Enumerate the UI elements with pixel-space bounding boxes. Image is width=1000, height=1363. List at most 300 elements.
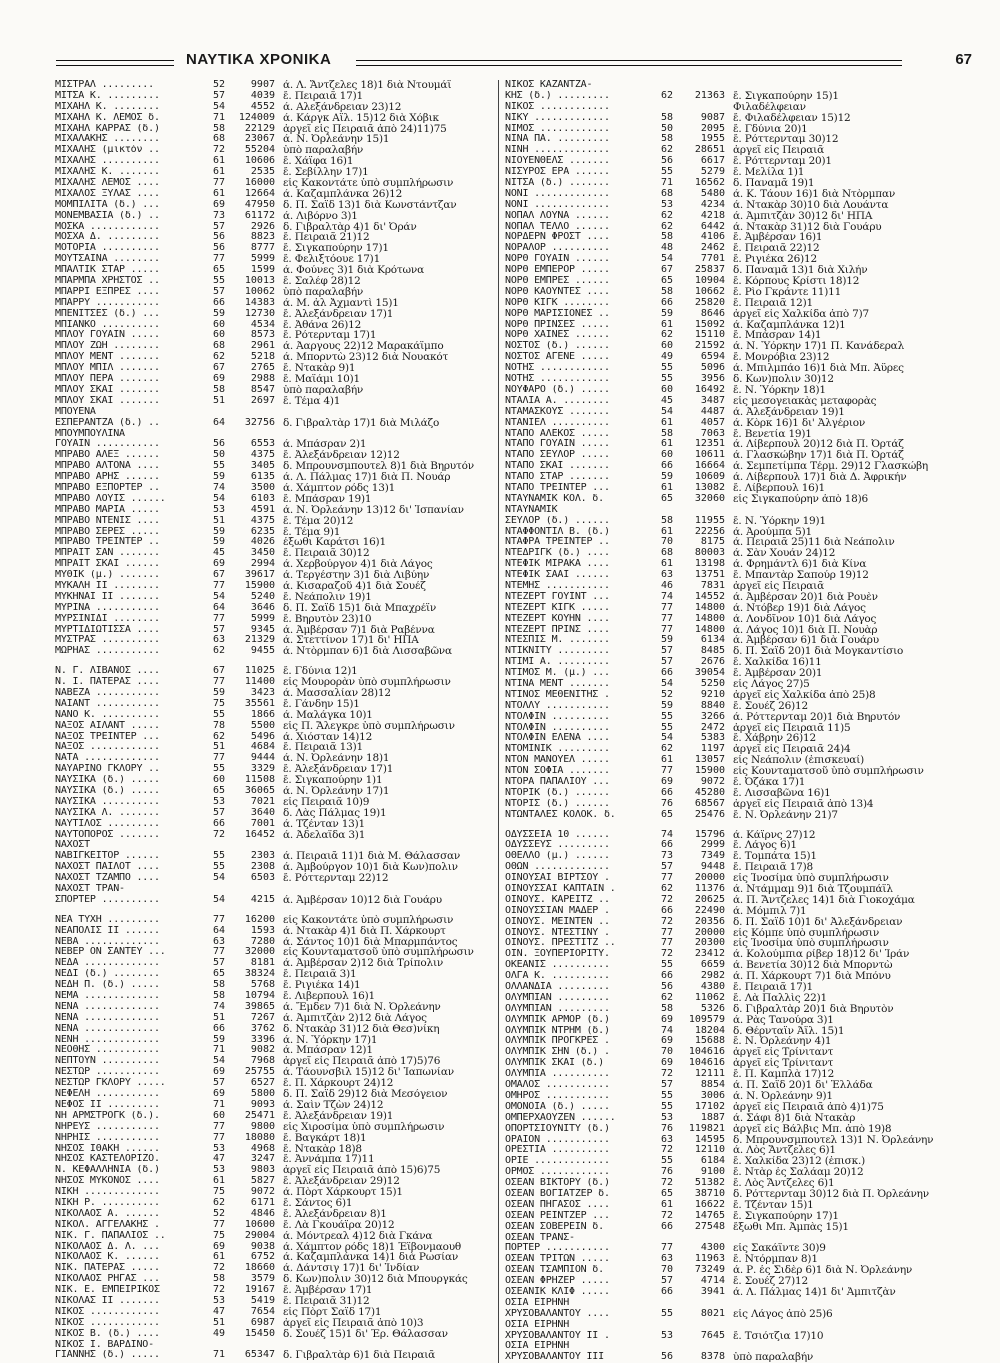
built-year: 65: [660, 276, 673, 287]
built-year: 69: [212, 1067, 225, 1078]
built-year: 64: [212, 417, 225, 428]
position-status: ά. Χιόσταν 14)12: [283, 731, 373, 743]
tonnage: 9444: [250, 753, 275, 764]
built-year: 77: [660, 766, 673, 777]
built-year: 72: [660, 1069, 673, 1080]
built-year: 61: [212, 188, 225, 199]
ship-entry: [55, 232, 487, 243]
position-status: ἔ. Ἀμβέρσαν 20)1: [733, 668, 823, 679]
ship-name: ΜΠΑΡΜΠΑ ΧΡΗΣΤΟΣ ..: [55, 276, 160, 287]
ship-entry: [55, 80, 487, 91]
position-status: ά. Πὸρτ Χάρκουρτ 15)1: [283, 1187, 403, 1198]
position-status: ἔ. Μαϊάμι 10)1: [283, 374, 360, 385]
ship-entry: [505, 450, 965, 461]
ship-entry: [505, 439, 965, 450]
ship-entry: [505, 862, 965, 873]
ship-entry: [505, 330, 965, 341]
position-status: ἔ. Λιβερπουλ 16)1: [283, 991, 376, 1002]
built-year: 73: [212, 210, 225, 221]
ship-name: ΝΑΤΑ .............: [55, 753, 160, 764]
tonnage: 10794: [244, 991, 275, 1002]
position-status: ἔ. Πειραιᾶ 17)1: [283, 90, 363, 102]
position-status: ἀργεῖ εἰς Πειραιᾶ 24)4: [733, 744, 851, 756]
ship-entry: [505, 712, 965, 723]
ship-entry: [55, 1252, 487, 1263]
ship-entry: [505, 548, 965, 559]
tonnage: 16664: [694, 461, 725, 472]
built-year: 66: [660, 787, 673, 798]
ship-name: ΜΙΧΑΗΛ Κ. ΛΕΜΟΣ δ.: [55, 112, 160, 123]
position-status: δ. Π. Σαΐδ 29)12 διὰ Μεσόγειον: [283, 1089, 448, 1100]
tonnage: 7001: [250, 818, 275, 829]
position-status: ά. Π. Ἄντζελες 14)1 διὰ Γιοκοχάμα: [733, 894, 915, 906]
ship-entry: [55, 450, 487, 461]
ship-name: ΜΠΡΑΪΤ ΣΚΑΪ ......: [55, 559, 160, 570]
ship-entry: [505, 527, 965, 538]
ship-entry: [55, 1307, 487, 1318]
tonnage: 7701: [700, 254, 725, 265]
ship-name: ΝΑΒΕΖΑ ...........: [55, 687, 160, 698]
built-year: 57: [660, 1276, 673, 1287]
tonnage: 7349: [700, 851, 725, 862]
ship-entry: [55, 677, 487, 688]
position-status: ά. Ἀαργους 22)12 Μαρακάϊμπο: [283, 341, 444, 353]
position-status: ἔ. Σιγκαπούρην 17)1: [283, 243, 389, 255]
built-year: 62: [660, 330, 673, 341]
ship-name: ΝΤΟΛΦΙΝ ..........: [505, 722, 610, 733]
position-status: ἔ. Φελιξτόουε 17)1: [283, 254, 381, 266]
built-year: 76: [660, 798, 673, 809]
built-year: 60: [212, 330, 225, 341]
ship-name: ΝΕΦΕΛΗ ...........: [55, 1089, 160, 1100]
position-status: δ. Π. Σαΐδ 20)1 διὰ Μογκαντίσιο: [733, 646, 904, 658]
ship-entry: [55, 764, 487, 775]
built-year: 61: [660, 755, 673, 766]
ship-name: ΝΑΧΟΣΤ ΤΖΑΜΠΟ ....: [55, 873, 160, 884]
tonnage: 9072: [250, 1187, 275, 1198]
position-status: ἀργεῖ εἰς Πειραιᾶ: [733, 145, 824, 157]
built-year: 53: [212, 1165, 225, 1176]
tonnage: 5250: [700, 678, 725, 689]
built-year: 61: [212, 1176, 225, 1187]
tonnage: 10611: [694, 450, 725, 461]
built-year: 72: [660, 1210, 673, 1221]
tonnage: 61172: [244, 210, 275, 221]
built-year: 77: [212, 1121, 225, 1132]
built-year: 51: [212, 742, 225, 753]
position-status: ἔ. Σαλέφ 28)12: [283, 276, 361, 287]
position-status: ά. Μπιλμπάο 16)1 διὰ Μπ. Ἀϋρες: [733, 363, 904, 375]
position-status: ά. Λίβερπουλ 20)12 διὰ Π. Ὀρτάζ: [733, 439, 904, 451]
position-status: ά. Χάμπτον ρόδς 13)1: [283, 482, 396, 494]
position-status: ἀργεῖ εἰς Βάλβις Μπ. ἀπὸ 19)8: [733, 1123, 892, 1135]
position-status: δ. Γιβραλτὰρ 6)1 διὰ Πειραιᾶ: [283, 1350, 436, 1362]
built-year: 71: [212, 1045, 225, 1056]
position-status: ἔ. Π. Καμπλὰ 17)12: [733, 1069, 835, 1081]
position-status: ἔ. Ν. Ὑόρκην 19)1: [733, 515, 826, 527]
ship-name: ΝΤΟΜΙΝΙΚ .........: [505, 744, 610, 755]
tonnage: 6135: [250, 472, 275, 483]
tonnage: 6527: [250, 1078, 275, 1089]
built-year: 63: [212, 936, 225, 947]
ship-name: ΠΟΡΤΕΡ ...........: [505, 1243, 610, 1254]
ship-entry: [55, 1296, 487, 1307]
ship-name: ΟΛΥΜΠΙΚ ΣΚΑΪ (δ.): [505, 1058, 604, 1069]
ship-entry: [505, 222, 965, 233]
ship-name: ΟΛΛΑΝΔΙΑ .........: [505, 982, 610, 993]
ship-entry: [55, 991, 487, 1002]
built-year: 69: [212, 374, 225, 385]
position-status: ά. Λονδῖνον 10)1 διὰ Λάγος: [733, 613, 877, 625]
position-status: ἔ. Φιλαδέλφειαν 15)12: [733, 112, 851, 124]
ship-entry: [55, 102, 487, 113]
ship-entry: [505, 472, 965, 483]
page-header: [56, 51, 972, 76]
ship-name: ΝΤΕΦΙΚ ΣΑΑΪ ......: [505, 570, 610, 581]
built-year: 55: [212, 276, 225, 287]
ship-entry: [55, 385, 487, 396]
built-year: 62: [660, 210, 673, 221]
tonnage: 18204: [694, 1025, 725, 1036]
ship-entry: [505, 840, 965, 851]
position-status: ἔ. Κόρπους Κρίστι 18)12: [733, 276, 860, 287]
ship-name: ΜΠΛΟΥ ΣΚΑΪ .......: [55, 384, 160, 395]
ship-name: ΝΤΑΦΦΟΝΤΙΛ Β. (δ.): [505, 526, 610, 537]
ship-entry: [55, 742, 487, 753]
built-year: 60: [212, 319, 225, 330]
tonnage: 8175: [700, 537, 725, 548]
tonnage: 8573: [250, 330, 275, 341]
ship-name: ΝΙΚΥ .............: [505, 112, 610, 123]
position-status: ά. Λιβόρνο 3)1: [283, 210, 358, 222]
ship-name: ΝΟΡΘ ΜΑΡΙΣΙΟΝΕΣ ..: [505, 308, 610, 319]
built-year: 74: [212, 482, 225, 493]
tonnage: 6442: [700, 221, 725, 232]
built-year: 75: [212, 1230, 225, 1241]
ship-name: ΝΙΚΟΛΑΟΣ ΡΗΓΑΣ ...: [55, 1274, 160, 1285]
tonnage: 3266: [700, 711, 725, 722]
ship-entry: [55, 352, 487, 363]
built-year: 58: [660, 134, 673, 145]
ship-name: Ν. Ι. ΠΑΤΕΡΑΣ ....: [55, 677, 160, 688]
tonnage: 22490: [694, 905, 725, 916]
ship-name: ΝΑΞΟΣ ΤΡΕΪΝΤΕΡ ...: [55, 731, 160, 742]
ship-entry: [55, 200, 487, 211]
position-status: ἔ. Γδύνια 12)1: [283, 666, 358, 678]
ship-name: ΟΘΩΝ .............: [505, 862, 610, 873]
ship-name: ΝΙΚΟΣ ............: [55, 1306, 160, 1317]
built-year: 72: [212, 145, 225, 156]
tonnage: 8646: [700, 308, 725, 319]
ship-entry: [505, 167, 965, 178]
position-status: ἔ. Ἀμβέρσαν 17)1: [283, 1285, 373, 1296]
tonnage: 1955: [700, 134, 725, 145]
ship-entry: [505, 788, 965, 799]
tonnage: 3423: [250, 687, 275, 698]
tonnage: 10609: [694, 472, 725, 483]
tonnage: 104616: [688, 1058, 725, 1069]
built-year: 53: [212, 1295, 225, 1306]
position-status: ά. Ρ. ἐς Σιδὲρ 6)1 διὰ Ν. Ὀρλεάνην: [733, 1265, 913, 1277]
built-year: 55: [660, 711, 673, 722]
ship-entry: [505, 733, 965, 744]
ship-entry: [505, 113, 965, 124]
ship-entry: [55, 614, 487, 625]
tonnage: 9082: [250, 1045, 275, 1056]
built-year: 72: [660, 894, 673, 905]
built-year: 55: [212, 709, 225, 720]
built-year: 77: [212, 1219, 225, 1230]
built-year: 66: [660, 971, 673, 982]
tonnage: 1593: [250, 925, 275, 936]
position-status: ά. Ἀμβέρσαν 7)1 διὰ Ραβέννα: [283, 624, 435, 636]
built-year: 77: [212, 677, 225, 688]
built-year: 62: [660, 221, 673, 232]
position-status: ά. Ν. Ὑόρκην 17)1 Π. Κανάδεραλ: [733, 341, 905, 353]
tonnage: 1887: [700, 1112, 725, 1123]
ship-name: ΜΟΤΟΡΙΑ ..........: [55, 243, 160, 254]
ship-name: ΜΠΡΑΒΟ ΣΕΡΕΣ .....: [55, 526, 160, 537]
ship-name: ΝΑΧΟΣΤ: [55, 840, 90, 851]
position-status: ἔ. Πειραιᾶ 17)1: [733, 982, 813, 993]
ship-entry: [505, 810, 965, 821]
position-status: ά. Βενετία 30)12 διὰ Μπορντὼ: [733, 960, 893, 972]
ship-entry: [505, 1015, 965, 1026]
ship-name: ΟΛΥΜΠΙΚ ΝΤΡΗΜ (δ.): [505, 1025, 610, 1036]
tonnage: 10904: [694, 276, 725, 287]
ship-name: ΜΠΛΟΥ ΜΠΙΛ .......: [55, 363, 160, 374]
ship-entry: [55, 1122, 487, 1133]
ship-name: ΜΙΤΣΑ Κ. .........: [55, 90, 160, 101]
ship-entry: [505, 1102, 965, 1113]
position-status: εἰς Κακοντάτε ὑπὸ συμπλήρωσιν: [283, 178, 454, 189]
ship-name: ΟΛΥΜΠΙΚ ΣΗΝ (δ.) .: [505, 1047, 610, 1058]
built-year: 76: [660, 1123, 673, 1134]
ship-name: ΝΑΒΙΓΚΕΪΤΟΡ ......: [55, 851, 160, 862]
ship-name: ΝΟΣΤΟΣ ΑΓΕΝΕ .....: [505, 352, 610, 363]
ship-entry: [505, 581, 965, 592]
ship-name: ΜΠΕΝΙΤΣΕΣ (δ.) ...: [55, 308, 160, 319]
built-year: 63: [660, 570, 673, 581]
tonnage: 3329: [250, 764, 275, 775]
ship-entry: [505, 884, 965, 895]
ship-entry: [55, 699, 487, 710]
built-year: 53: [212, 1143, 225, 1154]
built-year: 59: [660, 472, 673, 483]
tonnage: 32000: [244, 947, 275, 958]
ship-name: ΜΠΟΥΜΠΟΥΛΙΝΑ: [55, 428, 125, 439]
ship-entry: [505, 625, 965, 636]
built-year: 57: [660, 657, 673, 668]
ship-name: ΜΠΛΟΥ ΣΚΑΪ .......: [55, 395, 160, 406]
built-year: 58: [660, 515, 673, 526]
built-year: 47: [212, 1154, 225, 1165]
ship-entry: [505, 385, 965, 396]
ship-entry: [505, 614, 965, 625]
position-status: ά. Μπάσραν 2)1: [283, 439, 367, 451]
ship-name: ΟΣΕΑΝ ΤΡΙΤΩΝ .....: [505, 1254, 610, 1265]
ship-name: ΜΙΣΤΡΑΛ .........: [55, 80, 154, 90]
position-status: Φιλαδέλφειαν: [733, 101, 806, 113]
built-year: 77: [660, 927, 673, 938]
ship-name: ΝΙΚΟΣ Β. (δ.) ....: [55, 1328, 160, 1339]
ship-name: ΝΤΟΛΦΙΝ ..........: [505, 711, 610, 722]
tonnage: 15900: [244, 580, 275, 591]
tonnage: 18660: [244, 1263, 275, 1274]
ship-name: ΜΙΧΑΗΛ ΚΑΡΡΑΣ (δ.): [55, 123, 160, 134]
built-year: 66: [660, 840, 673, 851]
ship-name: ΜΠΛΟΥ ΖΩΗ ........: [55, 341, 160, 352]
tonnage: 9210: [700, 689, 725, 700]
built-year: 68: [212, 134, 225, 145]
ship-name: ΝΕΝΗ .............: [55, 1034, 160, 1045]
ship-name: ΝΤΟΡΑ ΠΑΠΑΛΙΟΥ ...: [505, 777, 610, 787]
tonnage: 8854: [700, 1080, 725, 1091]
position-status: ά. Κάϊρνς 27)12: [733, 829, 816, 841]
tonnage: 2994: [250, 559, 275, 570]
ship-entry: [55, 1024, 487, 1035]
built-year: 65: [660, 809, 673, 820]
tonnage: 6594: [700, 352, 725, 363]
ship-name: ΓΟΥΑΪΝ ...........: [55, 439, 160, 450]
ship-name: ΝΙΚΟΣ ΚΑΖΑΝΤΖΑ-: [505, 80, 593, 90]
ship-name: ΜΙΧΑΗΛ Κ. ........: [55, 101, 160, 112]
ship-name: ΝΙΚΟΛ. ΑΓΓΕΛΑΚΗΣ .: [55, 1219, 160, 1230]
ship-entry: [505, 949, 965, 960]
ship-entry: [505, 1036, 965, 1047]
built-year: 77: [212, 613, 225, 624]
ship-entry: [505, 1091, 965, 1102]
ship-name: ΝΤΑΦΡΑ ΤΡΕΪΝΤΕΡ ..: [505, 537, 610, 548]
built-year: 61: [660, 482, 673, 493]
position-status: ἔ. Πειραιᾶ 13)1: [283, 742, 363, 754]
ship-name: ΝΟΠΑΛ ΤΕΛΛΟ ......: [505, 221, 610, 232]
ship-name: ΝΙΝΗ .............: [505, 145, 610, 156]
ship-name: ΜΥΡΣΙΝΙΔΙ ........: [55, 613, 160, 624]
position-status: ἔ. Ντακὰρ 18)8: [283, 1143, 362, 1155]
built-year: 66: [212, 1023, 225, 1034]
ship-name: ΝΤΕΦΙΚ ΜΙΡΑΚΑ ....: [505, 559, 610, 570]
ship-name: ΟΣΕΑΝ ΡΕΪΝΤΖΕΡ ...: [505, 1210, 610, 1221]
built-year: 67: [212, 666, 225, 677]
position-status: δ. Γιβραλτὰρ 20)1 διὰ Βηρυτὸν: [733, 1003, 894, 1015]
ship-entry: [55, 1067, 487, 1078]
position-status: ά. Ν. Ὀρλεάνην 9)1: [733, 1090, 833, 1102]
ship-entry: [55, 786, 487, 797]
ship-entry: [505, 429, 965, 440]
ship-name: ΝΟΡΘ ΓΟΥΑΪΝ ......: [505, 254, 610, 265]
built-year: 56: [212, 439, 225, 450]
ship-entry: [505, 755, 965, 766]
tonnage: 2535: [250, 167, 275, 178]
position-status: ἔ. Σάντος 6)1: [283, 1197, 353, 1209]
built-year: 73: [660, 851, 673, 862]
ship-entry: [505, 1298, 965, 1309]
ship-name: ΜΠΡΑΒΟ ΤΡΕΪΝΤΕΡ ..: [55, 537, 160, 548]
ship-entry: [505, 982, 965, 993]
tonnage: 2926: [250, 221, 275, 232]
ship-name: ΜΠΑΛΤΙΚ ΣΤΑΡ .....: [55, 265, 160, 276]
built-year: 57: [660, 1080, 673, 1091]
built-year: 62: [212, 1197, 225, 1208]
position-status: ἔ. Χαλκίδα 16)11: [733, 657, 822, 669]
position-status: ά. Μπορντὼ 23)12 διὰ Νουακότ: [283, 352, 449, 364]
ship-name: ΝΑΥΣΙΚΑ ..........: [55, 796, 160, 807]
ship-name: ΟΜΠΕΡΧΑΟΥΖΕΝ ......: [505, 1112, 616, 1123]
tonnage: 3579: [250, 1274, 275, 1285]
ship-entry: [505, 265, 965, 276]
ship-entry: [55, 516, 487, 527]
ship-name: ΝΟΝΙ .............: [505, 188, 610, 199]
ship-entry: [505, 243, 965, 254]
ship-name: ΝΕΔΗ Π. (δ.) .....: [55, 980, 160, 991]
tonnage: 4968: [250, 1143, 275, 1154]
built-year: 57: [660, 862, 673, 873]
position-status: ά. Ν. Ὀρλεάνην 17)1: [283, 786, 390, 797]
position-status: εἰς Κόμπε ὑπὸ συμπλήρωσιν: [733, 927, 880, 939]
ship-entry: [505, 134, 965, 145]
ship-entry: [55, 494, 487, 505]
position-status: ἔ. Σουέζ 27)12: [733, 1276, 808, 1287]
ship-entry: [55, 732, 487, 743]
position-status: ἀργεῖ εἰς Πειραιᾶ ἀπὸ 10)3: [283, 1317, 424, 1329]
ship-name: ΝΤΕΖΕΡΤ ΠΡΙΝΣ ....: [505, 624, 610, 635]
built-year: 68: [212, 341, 225, 352]
position-status: ἔ. Μπάσραν 14)1: [733, 330, 822, 342]
ship-name: ΟΣΕΑΝ ΤΡΑΝΣ-: [505, 1232, 575, 1243]
tonnage: 14552: [694, 591, 725, 602]
ship-entry: [55, 840, 487, 851]
position-status: ἔ. Μελίλα 1)1: [733, 167, 805, 179]
position-status: δ. Παναμᾶ 13)1 διὰ Χιλήν: [733, 265, 868, 277]
built-year: 58: [212, 991, 225, 1002]
built-year: 61: [660, 319, 673, 330]
ship-entry: [505, 1135, 965, 1146]
position-status: δ. Λὰς Πάλμας 19)1: [283, 807, 387, 819]
built-year: 70: [660, 1265, 673, 1276]
tonnage: 9455: [250, 646, 275, 657]
ship-entry: [55, 320, 487, 331]
tonnage: 6752: [250, 1252, 275, 1263]
ship-name: ΝΤΑΝΙΕΛ ..........: [505, 417, 610, 428]
tonnage: 55204: [244, 145, 275, 156]
ship-entry: [505, 1211, 965, 1222]
tonnage: 14800: [694, 602, 725, 613]
tonnage: 2765: [250, 363, 275, 374]
ship-name: ΟΣΙΑ ΕΙΡΗΝΗ: [505, 1319, 570, 1330]
built-year: 61: [212, 1252, 225, 1263]
ship-name: ΝΑΥΑΡΙΝΟ ΓΚΛΟΡΥ ..: [55, 764, 160, 775]
ship-entry: [505, 1156, 965, 1167]
position-status: ἔ. Σιγκαπούρην 1)1: [283, 775, 383, 786]
tonnage: 27548: [694, 1221, 725, 1232]
ship-name: ΝΕΝΑ .............: [55, 1023, 160, 1034]
ship-name: ΜΠΡΑΒΟ ΑΡΗΣ ......: [55, 472, 160, 483]
built-year: 54: [212, 894, 225, 905]
position-status: ά. Λ. Ἄντζελες 18)1 διὰ Ντουμάϊ: [283, 80, 452, 91]
ship-entry: [55, 775, 487, 786]
built-year: 60: [660, 341, 673, 352]
ship-entry: [55, 646, 487, 657]
tonnage: 5768: [250, 980, 275, 991]
ship-entry: [55, 178, 487, 189]
tonnage: 8021: [700, 1308, 725, 1319]
ship-name: ΜΠΑΡΡΙ ΕΞΠΡΕΣ ....: [55, 286, 160, 297]
tonnage: 11376: [694, 884, 725, 895]
built-year: 58: [660, 112, 673, 123]
tonnage: 15688: [694, 1036, 725, 1047]
built-year: 53: [212, 796, 225, 807]
